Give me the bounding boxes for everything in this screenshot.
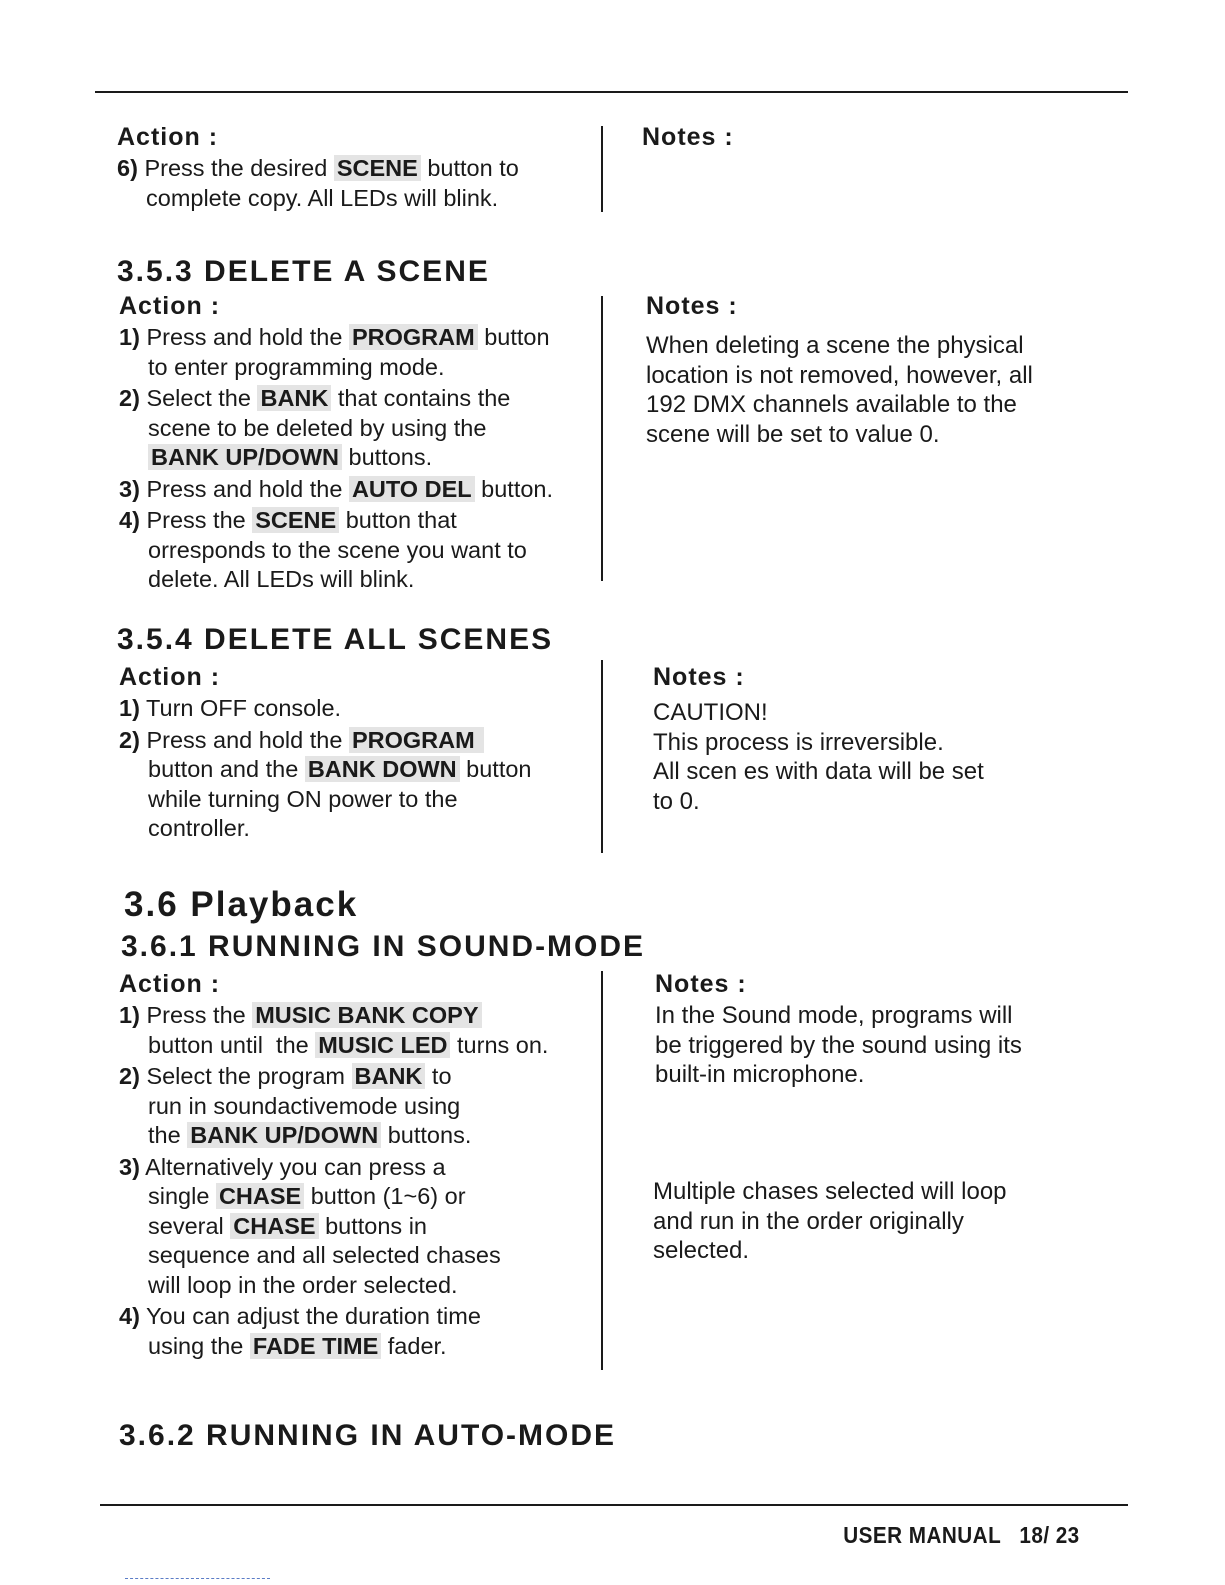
copy-notes-block xyxy=(642,122,734,152)
copy-action-block xyxy=(117,122,519,213)
step-line xyxy=(119,414,553,444)
note-line: and run in the order originally xyxy=(653,1207,964,1235)
notes-text xyxy=(655,1001,1022,1090)
step-list xyxy=(119,323,553,595)
step-text: single xyxy=(148,1183,216,1209)
step-text: using the xyxy=(148,1332,250,1359)
button-name-highlight: CHASE xyxy=(230,1213,318,1239)
step-line xyxy=(119,1212,548,1242)
step-line xyxy=(119,1121,548,1151)
notes-text xyxy=(653,698,984,816)
list-item xyxy=(119,1062,548,1151)
step-text: button (1~6) or xyxy=(304,1183,466,1209)
step-line xyxy=(119,443,553,473)
delete-all-notes-block xyxy=(653,662,984,816)
step-text: will loop in the order selected. xyxy=(148,1271,458,1298)
step-number: 1) xyxy=(119,695,140,721)
step-number: 3) xyxy=(119,1153,140,1180)
note-line: built-in microphone. xyxy=(655,1061,865,1088)
note-line: be triggered by the sound using its xyxy=(655,1031,1022,1059)
notes-label: Notes : xyxy=(642,123,734,151)
button-name-highlight: PROGRAM xyxy=(349,727,484,753)
note-line: When deleting a scene the physical xyxy=(646,332,1024,359)
step-text: Select the xyxy=(146,385,258,411)
section-362-heading-block xyxy=(119,1418,616,1454)
link-underline xyxy=(125,1577,270,1579)
step-text: to enter programming mode. xyxy=(148,353,445,380)
step-text: button that xyxy=(339,507,457,533)
step-text: scene to be deleted by using the xyxy=(148,414,487,441)
step-list xyxy=(117,154,519,213)
section-354-heading-block xyxy=(117,622,553,658)
column-divider xyxy=(601,126,603,212)
note-line: 192 DMX channels available to the xyxy=(646,391,1017,418)
action-label: Action : xyxy=(119,292,221,320)
bottom-rule xyxy=(100,1504,1128,1506)
step-line xyxy=(119,1271,548,1301)
note-line: CAUTION! xyxy=(653,699,768,726)
note-line: location is not removed, however, all xyxy=(646,361,1033,389)
step-text: Select the program xyxy=(146,1063,352,1089)
step-number: 1) xyxy=(119,324,140,350)
step-line xyxy=(119,384,553,414)
step-line xyxy=(119,323,553,353)
step-text: that contains the xyxy=(331,385,511,411)
note-line: scene will be set to value 0. xyxy=(646,420,940,448)
section-heading: 3.6 Playback xyxy=(124,885,359,924)
step-line xyxy=(119,1241,548,1271)
step-text: delete. All LEDs will blink. xyxy=(148,566,415,592)
step-text: You can adjust the duration time xyxy=(146,1303,481,1329)
notes-text xyxy=(646,331,1033,449)
button-name-highlight: SCENE xyxy=(252,507,339,533)
step-number: 3) xyxy=(119,475,140,502)
button-name-highlight: CHASE xyxy=(216,1183,304,1209)
list-item xyxy=(119,323,553,382)
list-item xyxy=(119,475,553,505)
step-text: button. xyxy=(474,475,554,502)
button-name-highlight: AUTO DEL xyxy=(349,476,475,502)
step-text: to xyxy=(425,1063,452,1089)
step-line xyxy=(119,1332,548,1362)
step-line xyxy=(119,1001,548,1031)
step-line xyxy=(119,1302,548,1332)
step-line xyxy=(119,536,553,566)
step-line xyxy=(119,1062,548,1092)
step-text: Press the xyxy=(146,507,253,533)
sound-mode-action-block xyxy=(119,969,548,1361)
list-item xyxy=(119,726,532,844)
step-line xyxy=(119,814,532,844)
step-text: controller. xyxy=(148,815,250,841)
note-line: In the Sound mode, programs will xyxy=(655,1002,1013,1029)
note-line: Multiple chases selected will loop xyxy=(653,1178,1007,1205)
notes-text xyxy=(653,1177,1007,1266)
note-line: This process is irreversible. xyxy=(653,728,944,756)
step-line xyxy=(119,1031,548,1061)
delete-all-action-block xyxy=(119,662,532,844)
step-text: sequence and all selected chases xyxy=(148,1242,501,1268)
step-number: 2) xyxy=(119,385,140,411)
sound-mode-notes-block xyxy=(655,969,1022,1090)
button-name-highlight: BANK DOWN xyxy=(305,756,460,782)
step-line xyxy=(119,726,532,756)
list-item xyxy=(119,1153,548,1301)
step-text: buttons in xyxy=(318,1212,427,1239)
button-name-highlight: BANK UP/DOWN xyxy=(187,1122,381,1148)
step-text: buttons. xyxy=(342,444,433,470)
step-text: buttons. xyxy=(381,1122,472,1148)
section-heading: 3.6.2 RUNNING IN AUTO-MODE xyxy=(119,1419,617,1452)
button-name-highlight: MUSIC LED xyxy=(315,1032,450,1058)
top-rule xyxy=(95,91,1128,93)
button-name-highlight: MUSIC BANK COPY xyxy=(252,1002,481,1028)
page-footer: USER MANUAL 18/ 23 xyxy=(843,1522,1080,1548)
notes-label: Notes : xyxy=(646,292,738,320)
button-name-highlight: BANK UP/DOWN xyxy=(148,444,342,470)
button-name-highlight: SCENE xyxy=(334,155,421,181)
step-line xyxy=(119,785,532,815)
step-text: several xyxy=(148,1212,231,1239)
delete-scene-notes-block xyxy=(646,291,1033,449)
section-heading: 3.5.4 DELETE ALL SCENES xyxy=(117,623,554,656)
step-text: complete copy. All LEDs will blink. xyxy=(146,184,499,211)
step-text: button to xyxy=(420,155,519,181)
step-line xyxy=(119,755,532,785)
step-number: 6) xyxy=(117,155,138,181)
step-line xyxy=(119,565,553,595)
section-353-heading-block xyxy=(117,254,490,290)
step-number: 1) xyxy=(119,1002,140,1028)
note-line: to 0. xyxy=(653,787,700,815)
step-text: button xyxy=(477,324,550,350)
step-text: run in soundactivemode using xyxy=(148,1092,461,1119)
note-line: selected. xyxy=(653,1237,750,1264)
step-line xyxy=(119,506,553,536)
column-divider xyxy=(601,971,603,1370)
step-text: Press the xyxy=(146,1002,253,1028)
list-item xyxy=(117,154,519,213)
step-line xyxy=(119,1092,548,1122)
step-text: the xyxy=(148,1122,188,1148)
list-item xyxy=(119,1001,548,1060)
button-name-highlight: BANK xyxy=(352,1063,426,1089)
list-item xyxy=(119,694,532,724)
list-item xyxy=(119,1302,548,1361)
step-text: turns on. xyxy=(450,1031,549,1058)
list-item xyxy=(119,384,553,473)
step-line xyxy=(117,184,519,214)
step-list xyxy=(119,1001,548,1361)
step-number: 2) xyxy=(119,1063,140,1089)
action-label: Action : xyxy=(117,123,219,151)
button-name-highlight: PROGRAM xyxy=(349,324,478,350)
step-text: button until the xyxy=(148,1031,316,1058)
step-text: Turn OFF console. xyxy=(146,695,342,721)
step-text: Press the desired xyxy=(144,155,334,181)
step-text: while turning ON power to the xyxy=(148,785,458,812)
list-item xyxy=(119,506,553,595)
notes-label: Notes : xyxy=(655,970,747,998)
step-line xyxy=(119,1182,548,1212)
step-line xyxy=(119,475,553,505)
step-text: button xyxy=(459,756,532,782)
button-name-highlight: BANK xyxy=(257,385,331,411)
button-name-highlight: FADE TIME xyxy=(250,1333,381,1359)
step-text: Press and hold the xyxy=(146,324,349,350)
step-text: Alternatively you can press a xyxy=(145,1153,446,1180)
action-label: Action : xyxy=(119,970,221,998)
column-divider xyxy=(601,296,603,581)
step-line xyxy=(117,154,519,184)
step-number: 4) xyxy=(119,1303,140,1329)
notes-label: Notes : xyxy=(653,663,745,691)
section-36-heading-block xyxy=(124,887,358,923)
step-line xyxy=(119,1153,548,1183)
step-text: Press and hold the xyxy=(146,475,349,502)
section-361-heading-block xyxy=(121,929,645,965)
note-line: All scen es with data will be set xyxy=(653,758,984,785)
step-number: 4) xyxy=(119,507,140,533)
delete-scene-action-block xyxy=(119,291,553,595)
step-line xyxy=(119,353,553,383)
step-number: 2) xyxy=(119,726,140,753)
sound-mode-notes-block-2 xyxy=(653,1177,1007,1266)
column-divider xyxy=(601,660,603,853)
step-text: fader. xyxy=(381,1332,447,1359)
step-text: button and the xyxy=(148,756,305,782)
section-heading: 3.5.3 DELETE A SCENE xyxy=(117,255,490,288)
action-label: Action : xyxy=(119,663,221,691)
step-text: orresponds to the scene you want to xyxy=(148,536,527,563)
section-heading: 3.6.1 RUNNING IN SOUND-MODE xyxy=(121,930,646,963)
step-list xyxy=(119,694,532,844)
step-text: Press and hold the xyxy=(146,726,349,753)
step-line xyxy=(119,694,532,724)
